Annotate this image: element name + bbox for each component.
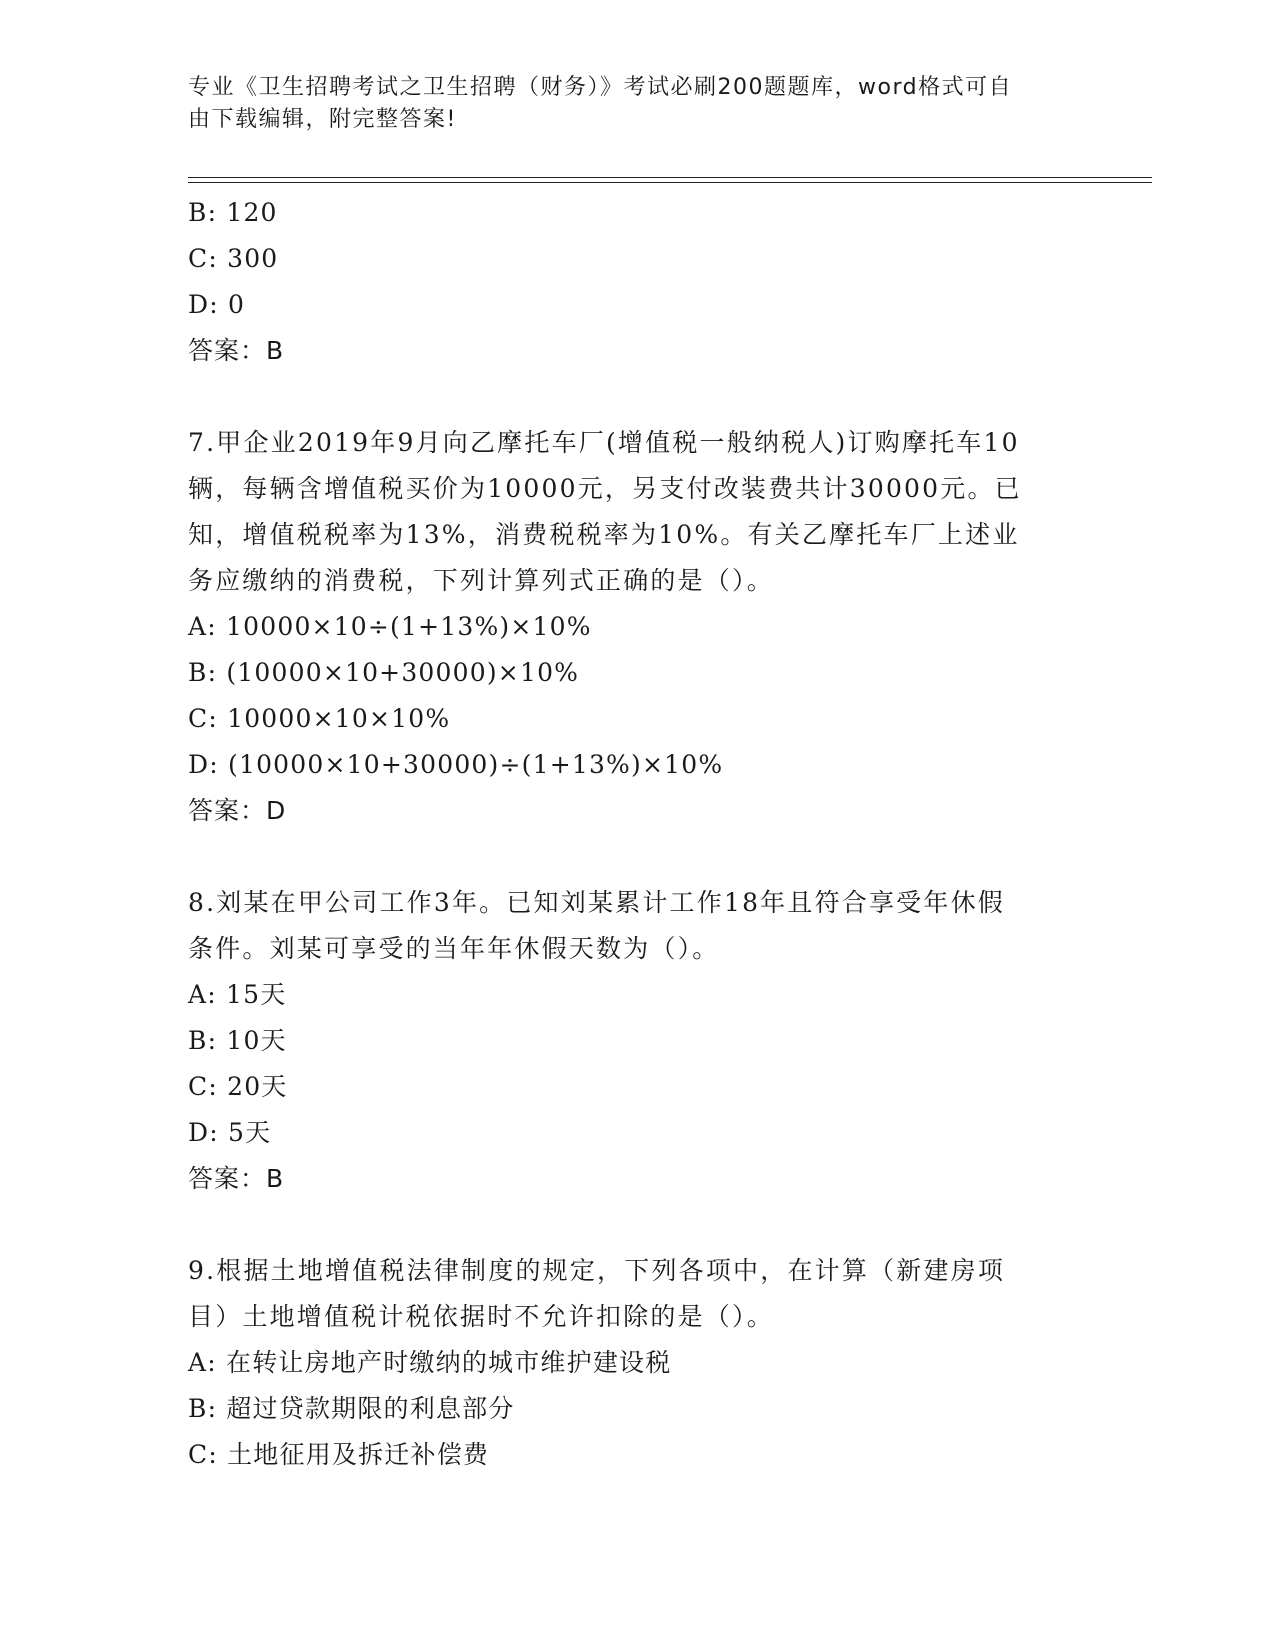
option-a: A: 10000×10÷(1+13%)×10% [188,612,592,641]
stem-line: 条件。刘某可享受的当年年休假天数为（）。 [188,934,720,963]
question-stem [188,420,1088,604]
option-c: C: 土地征用及拆迁补偿费 [188,1440,490,1469]
option-d: D: (10000×10+30000)÷(1+13%)×10% [188,750,724,779]
option-b: B: (10000×10+30000)×10% [188,658,580,687]
option-d: D: 0 [188,290,246,319]
stem-line: 9.根据土地增值税法律制度的规定，下列各项中，在计算（新建房项 [188,1256,1006,1285]
question-8 [188,880,1088,1202]
stem-line: 知，增值税税率为13%，消费税税率为10%。有关乙摩托车厂上述业 [188,520,1020,549]
stem-line: 目）土地增值税计税依据时不允许扣除的是（）。 [188,1302,774,1331]
option-c: C: 300 [188,244,279,273]
header-line-2: 由下载编辑，附完整答案! [188,107,457,132]
document-body [188,190,1088,1478]
option-c: C: 20天 [188,1072,288,1101]
option-b: B: 120 [188,198,278,227]
stem-line: 辆，每辆含增值税买价为10000元，另支付改装费共计30000元。已 [188,474,1022,503]
stem-line: 7.甲企业2019年9月向乙摩托车厂(增值税一般纳税人)订购摩托车10 [188,428,1020,457]
header-divider-bottom [188,182,1152,183]
stem-line: 8.刘某在甲公司工作3年。已知刘某累计工作18年且符合享受年休假 [188,888,1005,917]
stem-line: 务应缴纳的消费税，下列计算列式正确的是（）。 [188,566,774,595]
question-stem [188,880,1088,972]
question-stem [188,1248,1088,1340]
option-c: C: 10000×10×10% [188,704,451,733]
option-b: B: 10天 [188,1026,287,1055]
header-line-1: 专业《卫生招聘考试之卫生招聘（财务）》考试必刷200题题库，word格式可自 [188,75,1013,100]
option-a: A: 15天 [188,980,287,1009]
option-a: A: 在转让房地产时缴纳的城市维护建设税 [188,1348,672,1377]
question-6-tail [188,190,1088,374]
header-divider-top [188,177,1152,178]
answer-line: 答案：B [188,1164,285,1193]
document-header [188,72,1088,136]
question-9 [188,1248,1088,1478]
answer-line: 答案：D [188,796,287,825]
answer-line: 答案：B [188,336,285,365]
option-b: B: 超过贷款期限的利息部分 [188,1394,515,1423]
option-d: D: 5天 [188,1118,272,1147]
question-7 [188,420,1088,834]
